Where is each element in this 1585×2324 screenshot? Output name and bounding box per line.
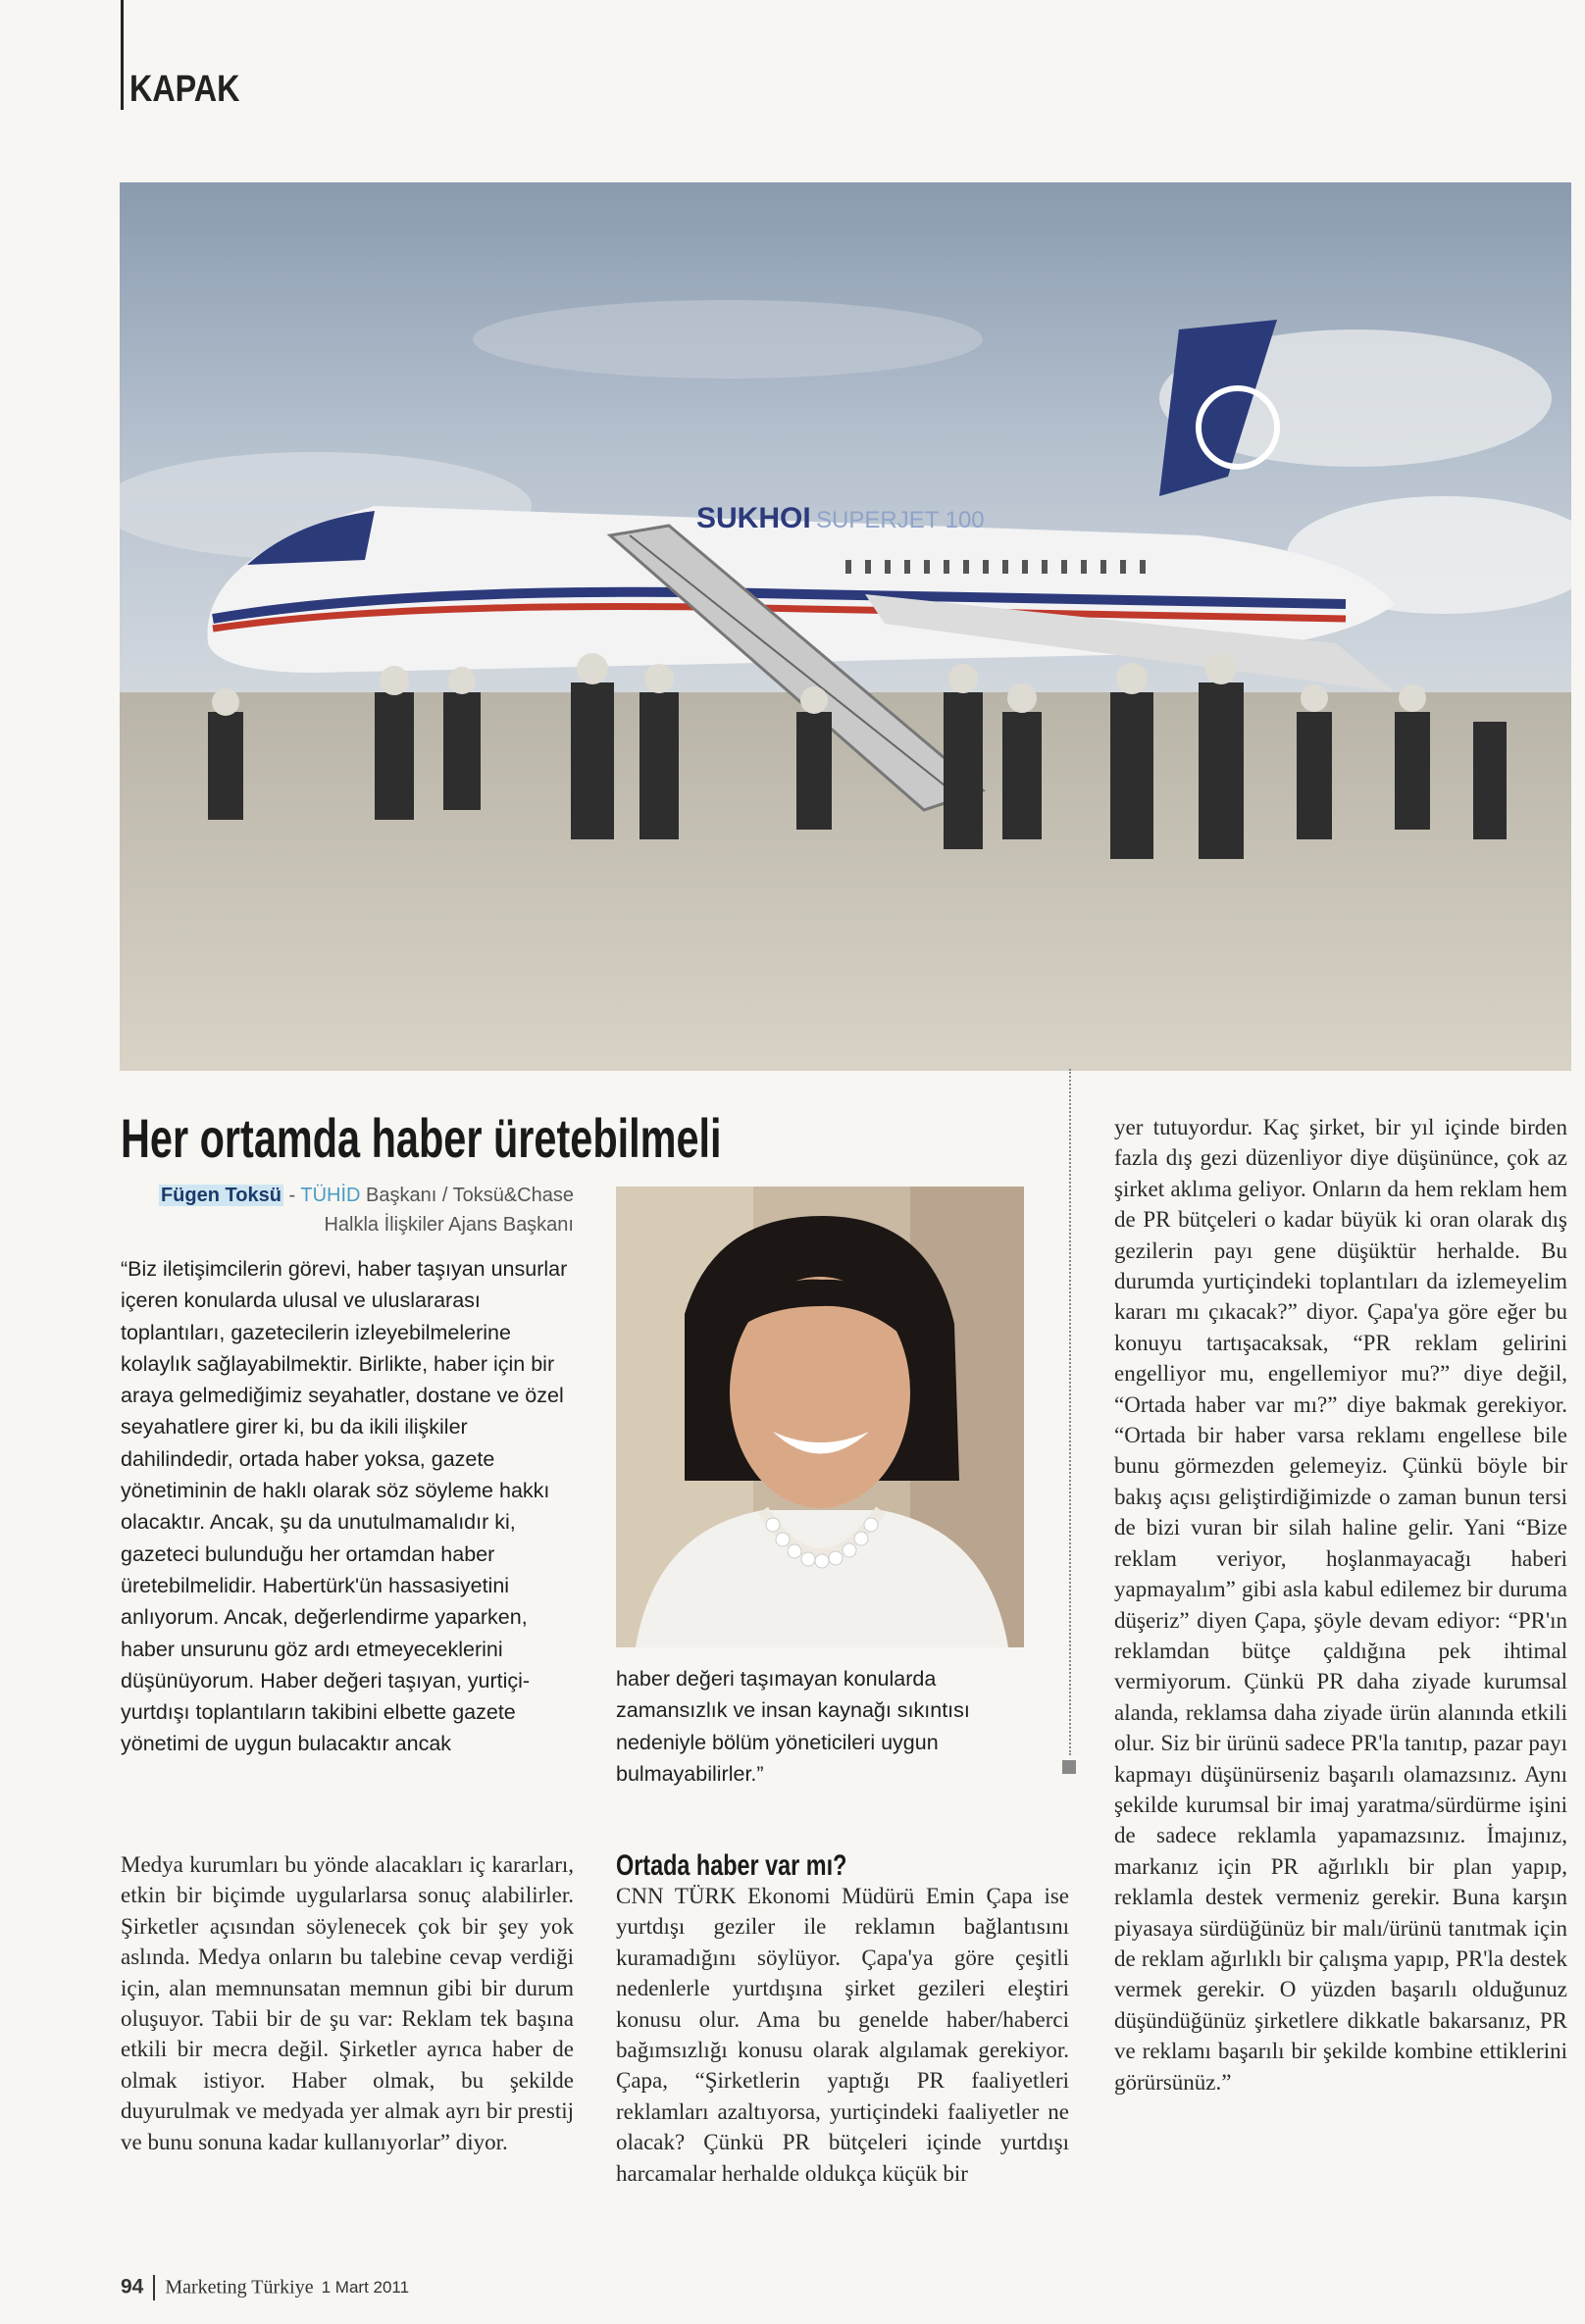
airline-logo-text: SUKHOI bbox=[696, 502, 811, 534]
article-body-middle: CNN TÜRK Ekonomi Müdürü Emin Çapa ise yurtdışı geziler ile reklamın bağlantısını kuramadığını söylüyor. Çapa'ya göre çeşitli nedenlerle yurtdışına şirket gezileri eleştiri konusu olur. Ama bu genelde haber/haberci bağımsızlığı konusu olarak algılamak gerekiyor. Çapa, “Şirketlerin yaptığı PR faaliyetleri reklamları azaltıyorsa, yurtiçindeki faaliyetler ne olacak? Çünkü PR bütçeleri içinde yurtdışı harcamalar herhalde oldukça küçük bir bbox=[616, 1884, 1069, 2186]
author-role-line2: Halkla İlişkiler Ajans Başkanı bbox=[324, 1214, 574, 1236]
portrait-caption: haber değeri taşımayan konularda zamansızlık ve insan kaynağı sıkıntısı nedeniyle bölüm yöneticileri uygun bulmayabilirler.” bbox=[616, 1667, 970, 1786]
page-footer bbox=[121, 2275, 409, 2300]
column-divider bbox=[1069, 1069, 1071, 1755]
pull-quote: “Biz iletişimcilerin görevi, haber taşıyan unsurlar içeren konularda ulusal ve uluslararası toplantıları, gazetecilerin izleyebilmelerine kolaylık sağlayabilmektir. Birlikte, haber için bir araya gelmediğimiz seyahatler, dostane ve özel seyahatlere girer ki, bu da ikili ilişkiler dahilindedir, ortada haber yoksa, gazete yönetiminin de haklı olarak söz söyleme hakkı olacaktır. Ancak, şu da unutulmamalıdır ki, gazeteci bulunduğu her ortamdan haber üretebilmelidir. Habertürk'ün hassasiyetini anlıyorum. Ancak, değerlendirme yaparken, haber unsurunu göz ardı etmeyeceklerini düşünüyorum. Haber değeri taşıyan, yurtiçi-yurtdışı toplantıların takibini elbette gazete yönetimi de uygun bulacaktır ancak bbox=[121, 1257, 568, 1756]
magazine-name: Marketing Türkiye bbox=[165, 2276, 314, 2299]
issue-date: 1 Mart 2011 bbox=[321, 2278, 410, 2298]
section-subheading: Ortada haber var mı? bbox=[616, 1849, 847, 1882]
page-number: 94 bbox=[121, 2275, 144, 2299]
airplane-photo bbox=[120, 182, 1571, 1071]
author-name: Fügen Toksü bbox=[160, 1185, 281, 1206]
article-body-left: Medya kurumları bu yönde alacakları iç kararları, etkin bir biçimde uygularlarsa sonuç alabilirler. Şirketler açısından söylenecek çok bir şey yok aslında. Medya onların bu talebine cevap verdiği için, alan memnunsatan memnun gibi bir durum oluşuyor. Tabii bir de şu var: Reklam tek başına etkili bir mecra değil. Şirketler ayrıca haber de olmak istiyor. Haber olmak, bu şekilde duyurulmak ve medyada yer almak ayrı bir prestij ve bunu sonuna kadar kullanıyorlar” diyor. bbox=[121, 1852, 574, 2154]
author-portrait bbox=[616, 1187, 1024, 1647]
quote-end-mark bbox=[1062, 1760, 1076, 1774]
article-headline: Her ortamda haber üretebilmeli bbox=[121, 1107, 722, 1169]
author-role-line1: Başkanı / Toksü&Chase bbox=[360, 1185, 574, 1206]
byline-separator: - bbox=[282, 1185, 301, 1206]
author-org: TÜHİD bbox=[300, 1185, 361, 1206]
footer-divider bbox=[153, 2275, 155, 2300]
section-label: KAPAK bbox=[129, 69, 240, 110]
model-logo-text: SUPERJET 100 bbox=[816, 507, 985, 533]
section-rule bbox=[121, 0, 124, 110]
byline bbox=[121, 1181, 574, 1239]
article-body-right: yer tutuyordur. Kaç şirket, bir yıl içinde birden fazla dış gezi düzenliyor diye düşününce, çok az şirket aklıma geliyor. Onların da hem reklam hem de PR bütçeleri o kadar büyük ki oran olarak dış gezilerin payı gene düşüktür herhalde. Bu durumda yurtiçindeki toplantıları da izlemeyelim kararı mı çıkacak?” diyor. Çapa'ya göre eğer bu konuyu tartışacaksak, “PR reklam gelirini engelliyor mu, engellemiyor mu?” diye değil, “Ortada haber var mı?” diye bakmak gerekiyor. “Ortada bir haber varsa reklamı engellese bile bunu görmezden gelemeyiz. Çünkü böyle bir bakış açısı geliştirdiğimizde o zaman bunun tersi de bizi vuran bir silah haline gelir. Yani “Bize reklam veriyor, hoşlanmayacağı haberi yapmayalım” gibi asla kabul edilemez bir duruma düşeriz” diyen Çapa, şöyle devam ediyor: “PR'ın reklamdan bütçe çaldığına pek ihtimal vermiyorum. Çünkü PR daha ziyade kurumsal alanda, reklamsa daha ziyade ürün alanında etkili olur. Siz bir ürünü sadece PR'la tanıtıp, pazar payı kapmayı düşünürseniz başarılı olamazsınız. Aynı şekilde kurumsal bir imaj yaratma/sürdürme işini de sadece reklamla yapamazsınız. İmajınız, markanız için PR ağırlıklı bir plan yapıp, reklamla destek vermeniz gerekir. Buna karşın piyasaya sürdüğünüz bir malı/ürünü tanıtmak için de reklam ağırlıklı bir çalışma yapıp, PR'la destek vermek gerekir. O yüzden başarılı olduğunuz düşündüğünüz şirketlere dikkatle bakarsanız, PR ve reklamı başarılı bir şekilde kombine ettiklerini görürsünüz.” bbox=[1114, 1115, 1567, 2095]
